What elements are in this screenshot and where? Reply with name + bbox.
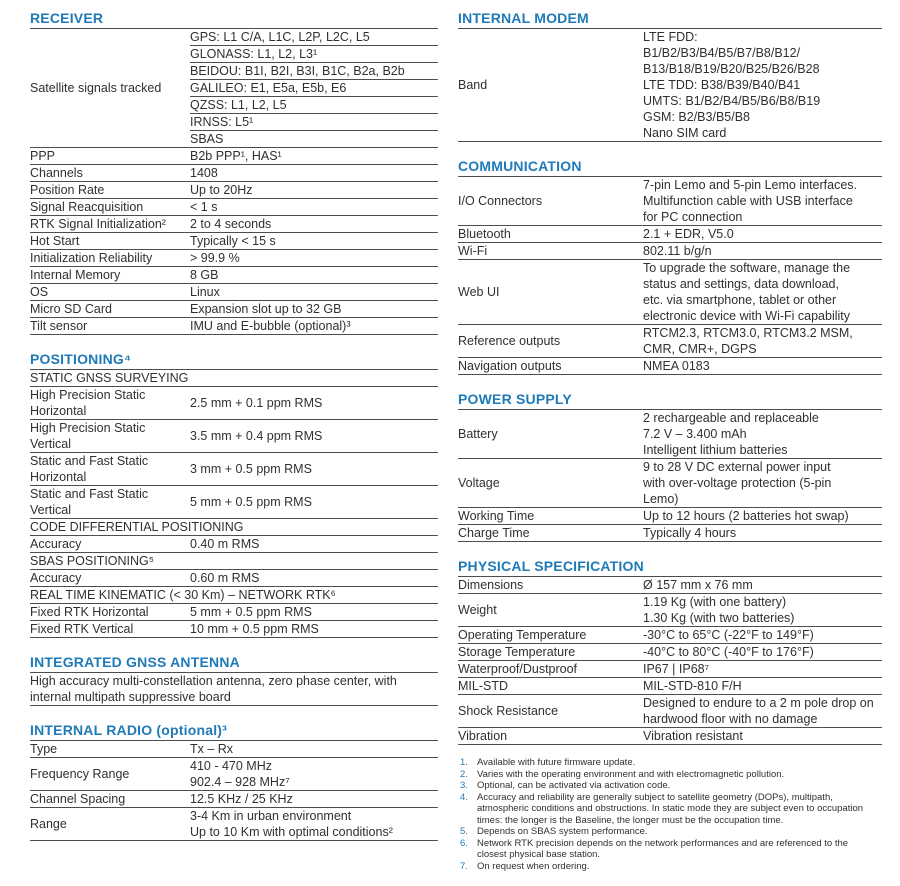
spec-label: Reference outputs — [458, 334, 561, 348]
spec-label: I/O Connectors — [458, 194, 543, 208]
footnote-text — [477, 757, 882, 769]
spec-value-line: Nano SIM card — [643, 126, 727, 140]
spec-value — [190, 148, 438, 164]
footnote-item — [460, 757, 882, 769]
spec-label: Shock Resistance — [458, 704, 559, 718]
spec-row-vibration — [458, 727, 882, 744]
spec-value-line: 3.5 mm + 0.4 ppm RMS — [190, 429, 323, 443]
spec-value — [190, 758, 438, 790]
spec-label: Frequency Range — [30, 767, 130, 781]
spec-label: Static and Fast Static Horizontal — [30, 454, 149, 484]
spec-row-internal-memory — [30, 266, 438, 283]
spec-row-i-o-connectors — [458, 177, 882, 225]
spec-value — [190, 199, 438, 215]
spec-row-signal-reacquisition — [30, 198, 438, 215]
spec-value — [190, 301, 438, 317]
spec-value — [643, 594, 882, 626]
spec-value-line: 7.2 V – 3.400 mAh — [643, 427, 747, 441]
spec-row-battery — [458, 410, 882, 458]
spec-label: Satellite signals tracked — [30, 81, 162, 95]
footnote-line: On request when ordering. — [477, 860, 590, 872]
footnote-line: closest physical base station. — [477, 849, 601, 860]
spec-value-line: 2 to 4 seconds — [190, 217, 272, 231]
spec-row-voltage — [458, 458, 882, 507]
footnote-number: 4. — [460, 791, 468, 803]
footnote-item — [460, 792, 882, 827]
spec-subvalue: BEIDOU: B1I, B2I, B3I, B1C, B2a, B2b — [190, 62, 438, 79]
spec-row-static-and-fast-static-vertical — [30, 485, 438, 518]
section-title: PHYSICAL SPECIFICATION — [458, 558, 644, 574]
spec-text-row — [30, 673, 438, 705]
spec-value-line: Up to 12 hours (2 batteries hot swap) — [643, 509, 849, 523]
spec-label: Internal Memory — [30, 268, 121, 282]
spec-label: Weight — [458, 603, 497, 617]
footnote-text — [477, 861, 882, 873]
spec-row-initialization-reliability — [30, 249, 438, 266]
spec-label: Hot Start — [30, 234, 80, 248]
footnote-text — [477, 826, 882, 838]
spec-label: Accuracy — [30, 571, 82, 585]
spec-value — [190, 536, 438, 552]
footnote-line: Network RTK precision depends on the network performances and are referenced to the — [477, 837, 849, 849]
spec-label: RTK Signal Initialization² — [30, 217, 166, 231]
spec-value-line: 802.11 b/g/n — [643, 244, 712, 258]
spec-label: Bluetooth — [458, 227, 511, 241]
section-title: COMMUNICATION — [458, 158, 582, 174]
spec-value — [643, 260, 882, 324]
spec-value — [643, 325, 882, 357]
footnote-line: Depends on SBAS system performance. — [477, 826, 648, 837]
spec-value-line: 5 mm + 0.5 ppm RMS — [190, 605, 312, 619]
spec-value-line: B13/B18/B19/B20/B25/B26/B28 — [643, 62, 820, 76]
footnote-number: 5. — [460, 826, 468, 837]
section-internal-radio-optional — [30, 722, 438, 841]
spec-value — [190, 741, 438, 757]
spec-label: Navigation outputs — [458, 359, 562, 373]
spec-value-line: UMTS: B1/B2/B4/B5/B6/B8/B19 — [643, 94, 821, 108]
spec-value — [643, 177, 882, 225]
spec-value-line: 3 mm + 0.5 ppm RMS — [190, 462, 312, 476]
spec-row-waterproof-dustproof — [458, 660, 882, 677]
spec-label: Position Rate — [30, 183, 105, 197]
spec-value — [643, 728, 882, 744]
footnote-item — [460, 838, 882, 861]
spec-table — [458, 176, 882, 375]
spec-row-channel-spacing — [30, 790, 438, 807]
spec-value-line: LTE FDD: — [643, 30, 698, 44]
section-internal-modem — [458, 10, 882, 142]
spec-label: OS — [30, 285, 49, 299]
spec-row-web-ui — [458, 259, 882, 324]
spec-value-line: < 1 s — [190, 200, 218, 214]
spec-value — [643, 678, 882, 694]
spec-value-line: 1.30 Kg (with two batteries) — [643, 611, 795, 625]
spec-value-line: Lemo) — [643, 492, 679, 506]
spec-row-weight — [458, 593, 882, 626]
spec-value — [190, 29, 438, 147]
spec-label: Micro SD Card — [30, 302, 112, 316]
spec-label: Charge Time — [458, 526, 530, 540]
spec-value — [643, 29, 882, 141]
spec-value — [643, 525, 882, 541]
spec-value-line: Tx – Rx — [190, 742, 234, 756]
spec-label: Tilt sensor — [30, 319, 88, 333]
spec-subvalue: GLONASS: L1, L2, L3¹ — [190, 45, 438, 62]
spec-value — [190, 216, 438, 232]
spec-value-line: Vibration resistant — [643, 729, 743, 743]
spec-value — [643, 661, 882, 677]
spec-value-line: Up to 10 Km with optimal conditions² — [190, 825, 393, 839]
spec-value — [190, 570, 438, 586]
spec-value — [643, 508, 882, 524]
footnote-line: Available with future firmware update. — [477, 757, 636, 768]
footnote-number: 3. — [460, 780, 468, 791]
spec-table — [30, 369, 438, 638]
spec-value-line: LTE TDD: B38/B39/B40/B41 — [643, 78, 801, 92]
spec-row-navigation-outputs — [458, 357, 882, 374]
spec-value — [190, 233, 438, 249]
right-column — [458, 8, 882, 872]
footnote-item — [460, 780, 882, 792]
spec-value-line: CMR, CMR+, DGPS — [643, 342, 757, 356]
spec-value-line: Multifunction cable with USB interface — [643, 194, 853, 208]
spec-label: Battery — [458, 427, 498, 441]
spec-value-line: > 99.9 % — [190, 251, 240, 265]
footnote-number: 1. — [460, 757, 468, 768]
footnote-line: Optional, can be activated via activation code. — [477, 780, 671, 791]
spec-row-accuracy — [30, 569, 438, 586]
spec-label: Voltage — [458, 476, 500, 490]
footnote-text — [477, 780, 882, 792]
spec-subvalue: GPS: L1 C/A, L1C, L2P, L2C, L5 — [190, 30, 370, 44]
spec-label: Band — [458, 78, 488, 92]
spec-value-line: for PC connection — [643, 210, 743, 224]
spec-value-line: status and settings, data download, — [643, 277, 839, 291]
spec-row-os — [30, 283, 438, 300]
spec-value — [190, 165, 438, 181]
spec-value-line: To upgrade the software, manage the — [643, 261, 851, 275]
spec-value-line: Typically < 15 s — [190, 234, 276, 248]
spec-value-line: Designed to endure to a 2 m pole drop on — [643, 696, 874, 710]
spec-label: Initialization Reliability — [30, 251, 153, 265]
spec-value-line: 12.5 KHz / 25 KHz — [190, 792, 293, 806]
spec-value-line: 2 rechargeable and replaceable — [643, 411, 819, 425]
spec-value-line: 5 mm + 0.5 ppm RMS — [190, 495, 312, 509]
spec-value-line: GSM: B2/B3/B5/B8 — [643, 110, 750, 124]
section-integrated-gnss-antenna — [30, 654, 438, 706]
spec-value-line: MIL-STD-810 F/H — [643, 679, 742, 693]
spec-value-line: 902.4 – 928 MHz⁷ — [190, 775, 290, 789]
section-title: POSITIONING⁴ — [30, 351, 132, 367]
spec-row-tilt-sensor — [30, 317, 438, 334]
spec-value — [190, 494, 438, 510]
spec-row-range — [30, 807, 438, 840]
spec-row-channels — [30, 164, 438, 181]
spec-value-line: RTCM2.3, RTCM3.0, RTCM3.2 MSM, — [643, 326, 853, 340]
spec-label: Web UI — [458, 285, 500, 299]
footnote-line: Varies with the operating environment and with electromagnetic pollution. — [477, 768, 785, 780]
spec-value — [190, 461, 438, 477]
spec-label: Waterproof/Dustproof — [458, 662, 578, 676]
spec-value-line: 0.60 m RMS — [190, 571, 260, 585]
section-positioning — [30, 351, 438, 638]
spec-value-line: 7-pin Lemo and 5-pin Lemo interfaces. — [643, 178, 858, 192]
spec-label: Wi-Fi — [458, 244, 488, 258]
spec-value-line: IP67 | IP68⁷ — [643, 662, 710, 676]
spec-label: Fixed RTK Vertical — [30, 622, 134, 636]
spec-value-line: Intelligent lithium batteries — [643, 443, 788, 457]
spec-value-line: etc. via smartphone, tablet or other — [643, 293, 837, 307]
spec-value-line: hardwood floor with no damage — [643, 712, 818, 726]
spec-row-bluetooth — [458, 225, 882, 242]
section-power-supply — [458, 391, 882, 542]
spec-value — [643, 627, 882, 643]
spec-row-position-rate — [30, 181, 438, 198]
spec-value — [643, 410, 882, 458]
footnote-item — [460, 769, 882, 781]
spec-text-line: High accuracy multi-constellation antenna, zero phase center, with — [30, 674, 397, 688]
spec-label: High Precision Static Horizontal — [30, 388, 146, 418]
section-title: INTERNAL RADIO (optional)³ — [30, 722, 228, 738]
spec-value — [190, 808, 438, 840]
spec-value — [190, 604, 438, 620]
spec-row-type — [30, 741, 438, 757]
spec-row-fixed-rtk-vertical — [30, 620, 438, 637]
spec-subvalue: IRNSS: L5¹ — [190, 113, 438, 130]
spec-value — [190, 318, 438, 334]
spec-row-rtk-signal-initialization — [30, 215, 438, 232]
spec-value — [643, 644, 882, 660]
footnotes — [458, 757, 882, 872]
footnote-text — [477, 792, 882, 827]
spec-value-line: B2b PPP¹, HAS¹ — [190, 149, 282, 163]
spec-row-hot-start — [30, 232, 438, 249]
spec-row-dimensions — [458, 577, 882, 593]
subsection-header: STATIC GNSS SURVEYING — [30, 371, 189, 385]
spec-row-fixed-rtk-horizontal — [30, 603, 438, 620]
spec-value-line: Typically 4 hours — [643, 526, 737, 540]
subsection-header: CODE DIFFERENTIAL POSITIONING — [30, 518, 438, 535]
section-receiver — [30, 10, 438, 335]
footnote-item — [460, 826, 882, 838]
spec-subvalue: GALILEO: E1, E5a, E5b, E6 — [190, 79, 438, 96]
spec-value-line: 0.40 m RMS — [190, 537, 260, 551]
spec-value-line: 10 mm + 0.5 ppm RMS — [190, 622, 319, 636]
spec-value — [643, 243, 882, 259]
subsection-header: SBAS POSITIONING⁵ — [30, 552, 438, 569]
spec-row-storage-temperature — [458, 643, 882, 660]
spec-value-line: 2.5 mm + 0.1 ppm RMS — [190, 396, 323, 410]
spec-value-line: NMEA 0183 — [643, 359, 710, 373]
spec-row-operating-temperature — [458, 626, 882, 643]
spec-value — [643, 459, 882, 507]
footnote-text — [477, 769, 882, 781]
spec-value — [190, 284, 438, 300]
section-physical-specification — [458, 558, 882, 745]
spec-label: Channel Spacing — [30, 792, 126, 806]
spec-value — [643, 226, 882, 242]
spec-label: Type — [30, 742, 58, 756]
spec-label: Signal Reacquisition — [30, 200, 144, 214]
spec-value — [190, 250, 438, 266]
spec-table — [458, 409, 882, 542]
spec-value-line: IMU and E-bubble (optional)³ — [190, 319, 351, 333]
spec-row-static-and-fast-static-horizontal — [30, 452, 438, 485]
spec-row-band — [458, 29, 882, 141]
spec-value-line: B1/B2/B3/B4/B5/B7/B8/B12/ — [643, 46, 801, 60]
spec-label: Static and Fast Static Vertical — [30, 487, 149, 517]
spec-value-line: Expansion slot up to 32 GB — [190, 302, 342, 316]
footnote-number: 7. — [460, 860, 468, 872]
spec-label: Working Time — [458, 509, 535, 523]
spec-value — [190, 395, 438, 411]
spec-value-line: 8 GB — [190, 268, 219, 282]
footnote-text — [477, 838, 882, 861]
subsection-header: REAL TIME KINEMATIC (< 30 Km) – NETWORK RTK⁶ — [30, 586, 438, 603]
spec-row-wi-fi — [458, 242, 882, 259]
spec-subvalue: SBAS — [190, 130, 438, 147]
spec-value — [643, 577, 882, 593]
spec-value-line: with over-voltage protection (5-pin — [643, 476, 832, 490]
footnote-item — [460, 861, 882, 873]
spec-value-line: 9 to 28 V DC external power input — [643, 460, 831, 474]
spec-value-line: Ø 157 mm x 76 mm — [643, 578, 753, 592]
spec-value-line: 2.1 + EDR, V5.0 — [643, 227, 734, 241]
footnote-line: times: the longer is the Baseline, the longer must be the occupation time. — [477, 814, 784, 826]
spec-text-line: internal multipath suppressive board — [30, 690, 231, 704]
spec-label: MIL-STD — [458, 679, 508, 693]
spec-value — [190, 621, 438, 637]
spec-row-ppp — [30, 147, 438, 164]
spec-label: Vibration — [458, 729, 508, 743]
spec-label: Channels — [30, 166, 83, 180]
spec-value-line: electronic device with Wi-Fi capability — [643, 309, 851, 323]
spec-label: High Precision Static Vertical — [30, 421, 146, 451]
spec-value — [190, 267, 438, 283]
footnote-line: atmospheric conditions and obstructions. In static mode they are subject even to occupation — [477, 803, 864, 814]
spec-row-shock-resistance — [458, 694, 882, 727]
spec-row-charge-time — [458, 524, 882, 541]
spec-value — [643, 695, 882, 727]
spec-value — [190, 182, 438, 198]
section-communication — [458, 158, 882, 375]
spec-row-satellite-signals-tracked — [30, 29, 438, 147]
spec-row-micro-sd-card — [30, 300, 438, 317]
spec-table — [458, 576, 882, 745]
spec-row-working-time — [458, 507, 882, 524]
spec-row-high-precision-static-vertical — [30, 419, 438, 452]
spec-row-accuracy — [30, 535, 438, 552]
spec-row-reference-outputs — [458, 324, 882, 357]
spec-value-line: -40°C to 80°C (-40°F to 176°F) — [643, 645, 814, 659]
spec-value-line: 410 - 470 MHz — [190, 759, 272, 773]
spec-row-frequency-range — [30, 757, 438, 790]
spec-label: Operating Temperature — [458, 628, 587, 642]
spec-table — [30, 672, 438, 706]
spec-row-high-precision-static-horizontal — [30, 386, 438, 419]
spec-value-line: 1.19 Kg (with one battery) — [643, 595, 787, 609]
spec-subvalue: QZSS: L1, L2, L5 — [190, 96, 438, 113]
spec-label: Accuracy — [30, 537, 82, 551]
spec-value-line: 3-4 Km in urban environment — [190, 809, 352, 823]
spec-table — [458, 28, 882, 142]
section-title: INTEGRATED GNSS ANTENNA — [30, 654, 240, 670]
section-title: RECEIVER — [30, 10, 104, 26]
spec-table — [30, 28, 438, 335]
spec-value-line: 1408 — [190, 166, 218, 180]
spec-label: PPP — [30, 149, 56, 163]
section-title: POWER SUPPLY — [458, 391, 572, 407]
spec-row-mil-std — [458, 677, 882, 694]
spec-value-line: Up to 20Hz — [190, 183, 253, 197]
spec-value — [643, 358, 882, 374]
spec-label: Storage Temperature — [458, 645, 576, 659]
spec-label: Dimensions — [458, 578, 524, 592]
spec-value — [190, 791, 438, 807]
spec-label: Range — [30, 817, 67, 831]
spec-label: Fixed RTK Horizontal — [30, 605, 149, 619]
spec-value-line: Linux — [190, 285, 220, 299]
footnote-number: 6. — [460, 837, 468, 849]
spec-value — [190, 428, 438, 444]
spec-table — [30, 740, 438, 841]
section-title: INTERNAL MODEM — [458, 10, 589, 26]
spec-value-line: -30°C to 65°C (-22°F to 149°F) — [643, 628, 814, 642]
footnote-number: 2. — [460, 768, 468, 780]
footnote-line: Accuracy and reliability are generally subject to satellite geometry (DOPs), multipath, — [477, 791, 833, 803]
left-column — [30, 8, 438, 872]
